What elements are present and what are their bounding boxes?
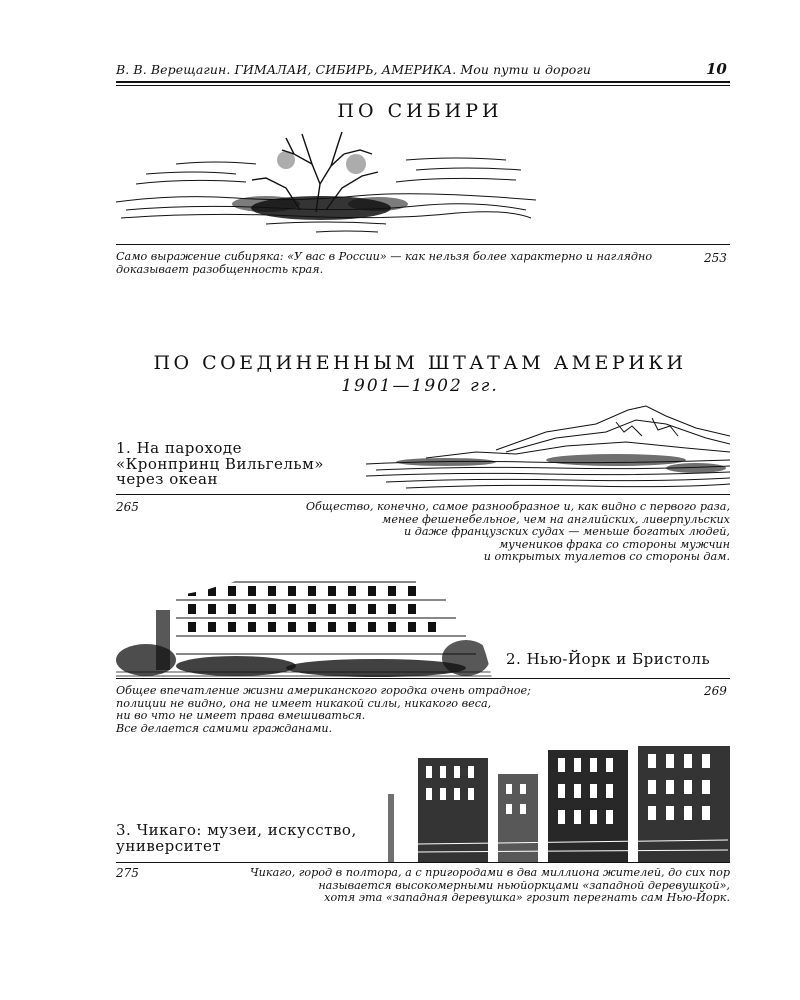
section-title-usa: ПО СОЕДИНЕННЫМ ШТАТАМ АМЕРИКИ [153,352,687,374]
chapter-title-line: университет [116,836,222,855]
separator-ch2 [116,678,730,679]
separator-siberia [116,244,730,245]
quote-line: доказывает разобщенность края. [116,262,324,276]
quote-line: хотя эта «западная деревушка» грозит перегнать сам Нью-Йорк. [324,891,730,904]
chapter-title-line: через океан [116,470,218,488]
section-years: 1901—1902 гг. [341,376,499,396]
quote-line: ни во что не имеет права вмешиваться. [116,709,366,722]
separator-ch1 [116,494,730,495]
separator-ch3 [116,862,730,863]
chapter-title-line: 2. Нью-Йорк и Бристоль [506,650,711,668]
chapter-2-title [506,652,710,668]
chicago-street-engraving [388,744,730,862]
chapter-title-line: «Кронпринц Вильгельм» [116,454,324,473]
quote-line: Само выражение сибиряка: «У вас в России» — как нельзя более характерно и наглядно [116,250,653,263]
quote-line: Чикаго, город в полтора, а с пригородами в два миллиона жителей, до сих пор [250,866,730,879]
chapter-1-title [116,441,324,488]
chapter-title-line: 1. На пароходе [116,439,243,457]
newyork-building-engraving [116,560,506,678]
quote-line: полиции не видно, она не имеет никакой силы, никакого веса, [116,696,492,710]
section-title-siberia: ПО СИБИРИ [337,100,503,122]
quote-siberia [116,251,686,276]
chapter-title-line: 3. Чикаго: музеи, искусство, [116,821,357,839]
running-title: В. В. Верещагин. ГИМАЛАИ, СИБИРЬ, АМЕРИКА. Мои пути и дороги [116,62,591,77]
page-ref-ch1: 265 [116,500,139,514]
quote-line: и даже французских судах — меньше богатых людей, [404,525,730,538]
quote-ch2 [116,685,676,735]
quote-line: Общее впечатление жизни американского городка очень отрадное; [116,684,531,697]
chapter-3-title [116,823,357,854]
quote-line: и открытых туалетов со стороны дам. [483,550,730,563]
page-ref-ch2: 269 [704,684,727,698]
quote-line: называется высокомерными ньюйоркцами «западной деревушкой», [318,878,730,892]
quote-line: Все делается самими гражданами. [116,721,333,735]
header-rule-thin [116,85,730,86]
siberia-tree-engraving [116,124,536,242]
page-number: 10 [706,60,727,78]
quote-ch1 [200,501,730,564]
quote-ch3 [200,867,730,905]
quote-line: Общество, конечно, самое разнообразное и, как видно с первого раза, [305,500,730,513]
page-ref-ch3: 275 [116,866,139,880]
quote-line: менее фешенебельное, чем на английских, ливерпульских [382,512,730,526]
ocean-mountain-engraving [366,402,730,494]
quote-line: мучеников фрака со стороны мужчин [498,537,730,551]
page-ref-siberia: 253 [704,251,727,265]
header-rule-thick [116,81,730,83]
